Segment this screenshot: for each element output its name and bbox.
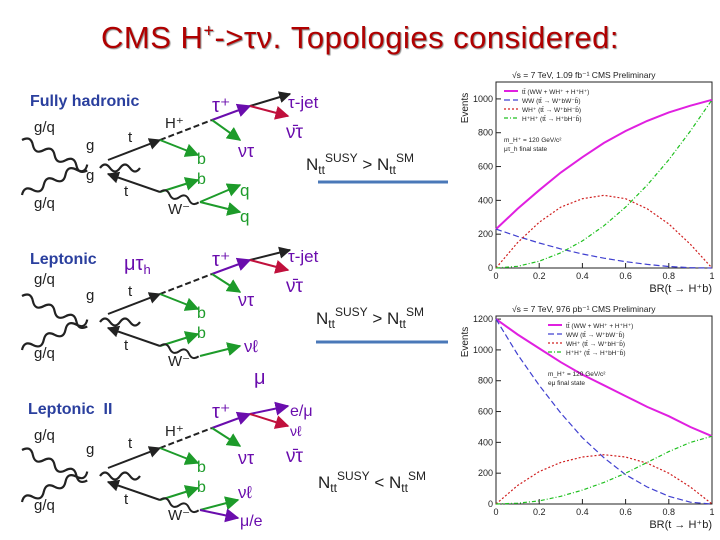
incoming-label-top: g/q (34, 119, 55, 136)
topology-leptonic (20, 247, 448, 389)
nubar-tau-label: ν̄τ (286, 446, 304, 467)
w-label: W⁻ (168, 353, 191, 370)
x-tick-label: 0.4 (576, 507, 589, 517)
b-label: b (197, 459, 206, 476)
gluon-line (20, 136, 89, 174)
lepton-line (250, 406, 288, 414)
top-label: t (128, 435, 133, 452)
gluon-label: g (86, 287, 95, 304)
chart-annotation: m_H⁺ = 120 GeV/c² (504, 137, 562, 144)
b-label: b (197, 479, 206, 496)
b-label: b (197, 151, 206, 168)
tau-jet-label: τ-jet (288, 247, 319, 266)
topology-label: Leptonic II (28, 401, 113, 418)
x-tick-label: 0.6 (619, 507, 632, 517)
channel-label: $\mu\tau_h$ (124, 253, 151, 277)
y-tick-label: 800 (477, 127, 493, 138)
incoming-label-bottom: g/q (34, 497, 55, 514)
gluon-line (20, 292, 89, 330)
y-tick-label: 600 (477, 406, 493, 417)
y-tick-label: 1000 (472, 344, 493, 355)
w-label: W⁻ (168, 507, 191, 524)
higgs-line (160, 274, 212, 294)
x-tick-label: 0 (493, 507, 499, 517)
antitop-line (108, 482, 160, 500)
x-tick-label: 0.2 (532, 271, 546, 281)
x-tick-label: 1 (709, 271, 715, 281)
b-line (160, 294, 198, 309)
w-label: W⁻ (168, 201, 191, 218)
nubar-line (250, 260, 288, 270)
tau-label: τ⁺ (212, 95, 231, 117)
incoming-label-bottom: g/q (34, 345, 55, 362)
top-quark-line (108, 140, 160, 160)
comparison-text: $N_{tt}^{SUSY} > N_{tt}℠$ (316, 305, 424, 331)
nu-tau-line (212, 428, 240, 446)
antitop-label: t (124, 337, 129, 354)
incoming-label-top: g/q (34, 271, 55, 288)
top-quark-line (108, 448, 160, 468)
y-tick-label: 0 (487, 263, 493, 273)
tau-label: τ⁺ (212, 249, 231, 271)
q-label: q (240, 207, 250, 226)
incoming-label-top: g/q (34, 427, 55, 444)
y-tick-label: 0 (487, 499, 493, 509)
gluon-line (100, 319, 140, 326)
gluon-label: g (86, 441, 95, 458)
b-label: b (197, 325, 206, 342)
y-tick-label: 600 (477, 161, 493, 172)
tau-jet-label: τ-jet (288, 93, 319, 112)
chart-annotation: m_H⁺ = 120 GeV/c² (548, 371, 606, 378)
antitop-label: t (124, 183, 129, 200)
antitop-label: t (124, 491, 129, 508)
top-label: t (128, 283, 133, 300)
y-axis-label: Events (460, 326, 471, 358)
nu-l-line (200, 346, 240, 356)
x-axis-label: BR(t → H⁺b) (649, 283, 712, 295)
y-tick-label: 800 (477, 375, 493, 386)
tau-jet-line (250, 250, 290, 260)
b-line (160, 448, 198, 463)
nu-l-label: νℓ (244, 337, 258, 356)
x-axis-label: BR(t → H⁺b) (649, 519, 712, 531)
legend-entry: WH⁺ (tt̄ → W⁺bH⁻b̄) (566, 341, 626, 348)
antitop-line (108, 328, 160, 346)
b-line (160, 140, 198, 155)
y-tick-label: 1200 (472, 314, 493, 325)
gluon-line (20, 161, 89, 199)
comparison-text: $N_{tt}^{SUSY} > N_{tt}℠$ (306, 151, 414, 177)
mu-e-label: μ/e (240, 513, 263, 530)
topology-label: Fully hadronic (30, 93, 140, 110)
chart-br-emu (460, 304, 715, 531)
higgs-label: H⁺ (165, 423, 184, 440)
legend-entry: H⁺H⁺ (tt̄ → H⁺bH⁻b̄) (522, 116, 582, 123)
gluon-line (100, 473, 140, 480)
slide-title: CMS H+->τν. Topologies considered: (101, 20, 619, 55)
mu-label: μ (254, 367, 266, 389)
chart-annotation: μτ_h final state (504, 146, 548, 153)
quark-line (200, 185, 240, 202)
legend-entry: WW (tt̄ → W⁺bW⁻b̄) (566, 332, 625, 339)
chart-annotation: eμ final state (548, 380, 585, 387)
nu-l-line (200, 500, 238, 510)
legend-entry: tt̄ (WW + WH⁺ + H⁺H⁺) (522, 89, 590, 96)
top-label: t (128, 129, 133, 146)
gluon-label: g (86, 137, 95, 154)
x-tick-label: 1 (709, 507, 715, 517)
gluon-label: g (86, 167, 95, 184)
q-label: q (240, 181, 250, 200)
y-tick-label: 1000 (472, 93, 493, 104)
nubar-line (250, 106, 288, 116)
nu-l-line (250, 414, 288, 426)
x-tick-label: 0.8 (662, 271, 676, 281)
legend-entry: WW (tt̄ → W⁺bW⁻b̄) (522, 98, 581, 105)
chart-header: √s = 7 TeV, 1.09 fb⁻¹ CMS Preliminary (512, 70, 656, 80)
nu-tau-line (212, 274, 240, 292)
lepton-line (200, 510, 238, 518)
higgs-label: H⁺ (165, 115, 184, 132)
nu-l-label: νℓ (238, 483, 252, 502)
topology-fully-hadronic (20, 93, 448, 226)
nu-tau-label: ντ (238, 448, 255, 468)
x-tick-label: 0.6 (619, 271, 632, 281)
tau-label: τ⁺ (212, 401, 231, 423)
y-tick-label: 200 (477, 229, 493, 240)
y-tick-label: 200 (477, 468, 493, 479)
y-axis-label: Events (460, 92, 471, 124)
incoming-label-bottom: g/q (34, 195, 55, 212)
quark-line (200, 202, 240, 212)
topology-label: Leptonic (30, 251, 97, 268)
nu-tau-label: ντ (238, 141, 255, 161)
b-label: b (197, 171, 206, 188)
nu-l-label: νℓ (290, 423, 302, 439)
chart-br-mutau (460, 70, 715, 295)
nubar-tau-label: ν̄τ (286, 122, 304, 143)
antitop-line (108, 174, 160, 192)
legend-entry: WH⁺ (tt̄ → W⁺bH⁻b̄) (522, 107, 582, 114)
x-tick-label: 0.8 (662, 507, 676, 517)
x-tick-label: 0 (493, 271, 499, 281)
nu-tau-line (212, 120, 240, 140)
tau-jet-line (250, 94, 290, 106)
legend-entry: tt̄ (WW + WH⁺ + H⁺H⁺) (566, 323, 634, 330)
topology-leptonic-ii (20, 401, 426, 530)
legend-entry: H⁺H⁺ (tt̄ → H⁺bH⁻b̄) (566, 350, 626, 357)
nubar-tau-label: ν̄τ (286, 276, 304, 297)
gluon-line (100, 165, 140, 172)
b-label: b (197, 305, 206, 322)
y-tick-label: 400 (477, 437, 493, 448)
chart-header: √s = 7 TeV, 976 pb⁻¹ CMS Preliminary (512, 304, 656, 314)
top-quark-line (108, 294, 160, 314)
comparison-text: $N_{tt}^{SUSY} < N_{tt}℠$ (318, 469, 426, 495)
x-tick-label: 0.4 (576, 271, 589, 281)
e-mu-label: e/μ (290, 403, 313, 420)
x-tick-label: 0.2 (532, 507, 546, 517)
y-tick-label: 400 (477, 195, 493, 206)
nu-tau-label: ντ (238, 290, 255, 310)
